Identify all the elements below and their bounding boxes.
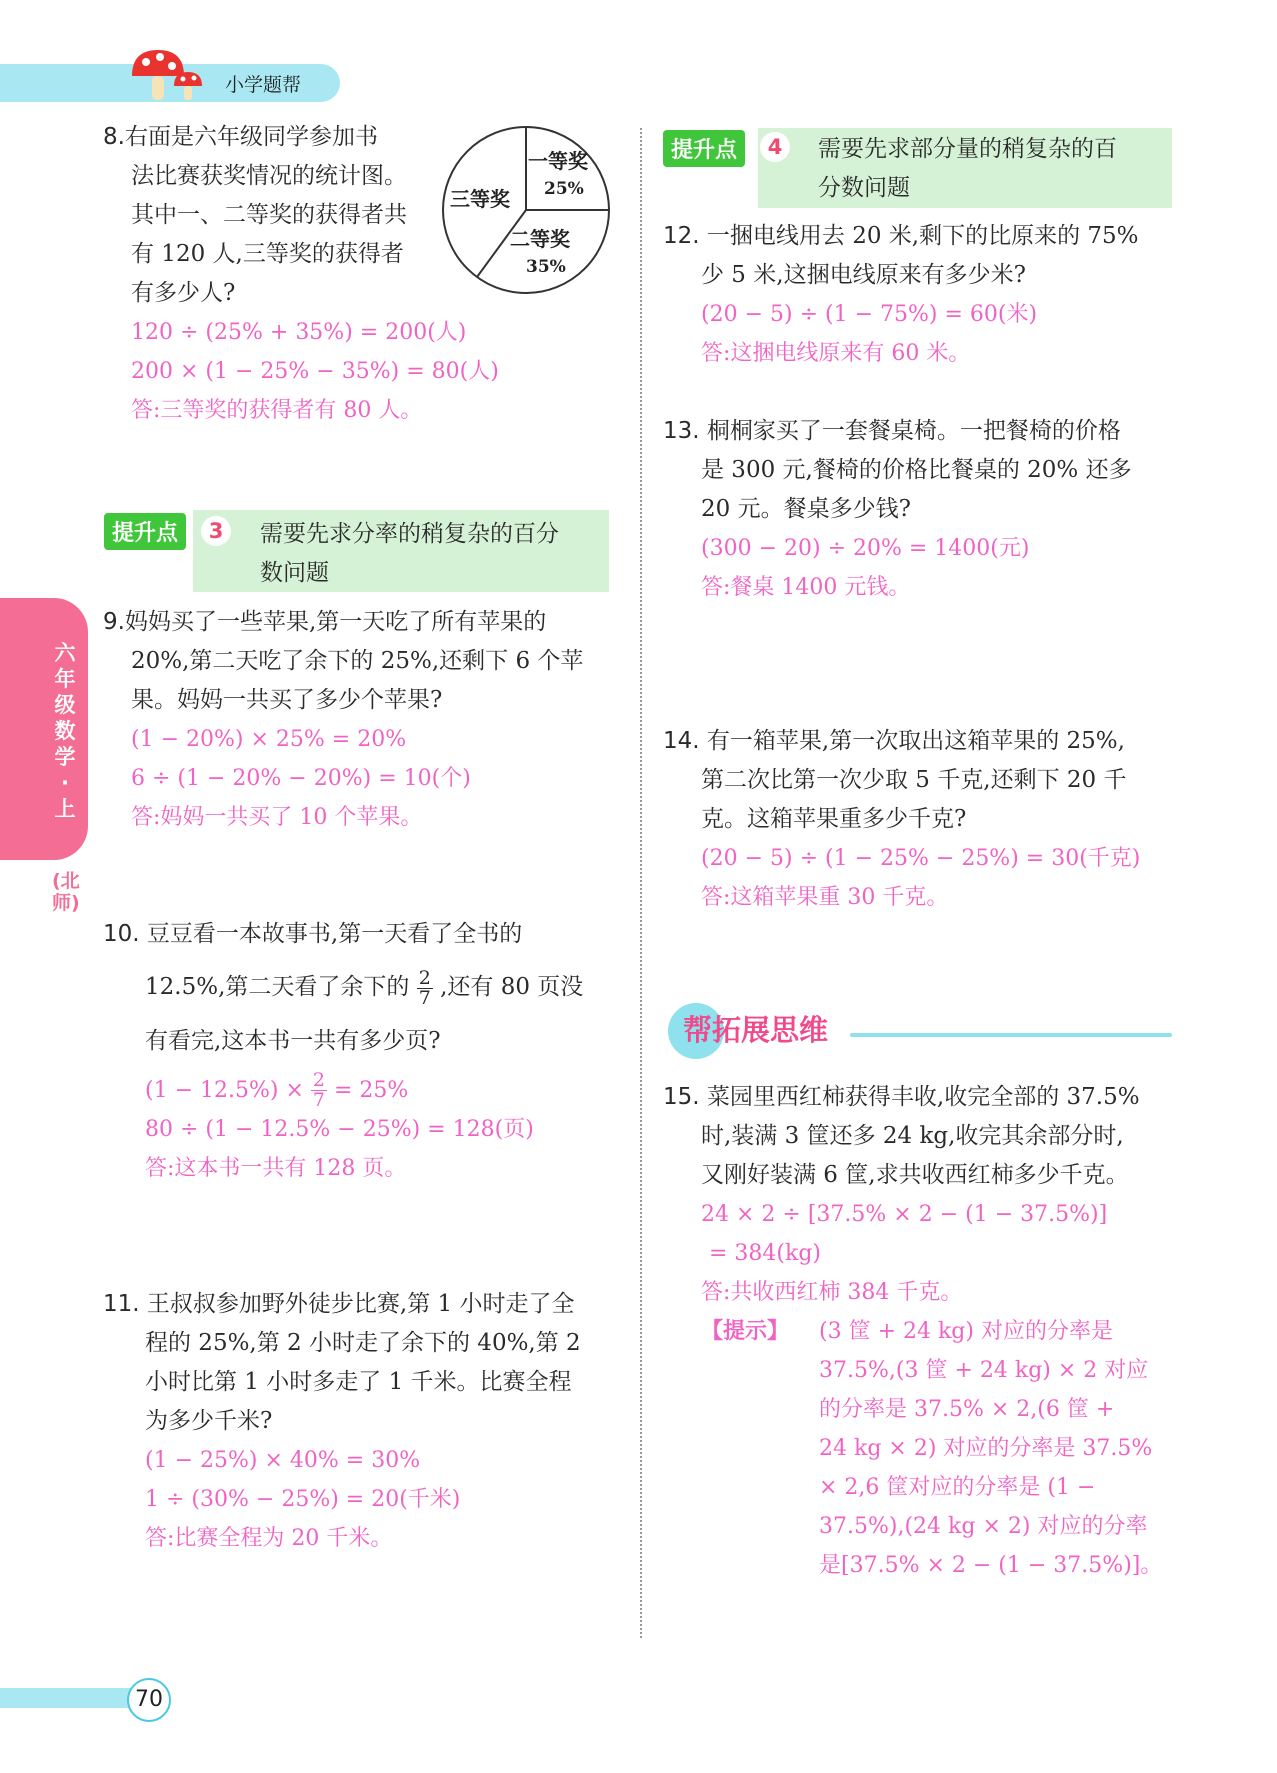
answer-line: 6 ÷ (1 − 20% − 20%) = 10(个) bbox=[131, 766, 471, 791]
section-3-title: 需要先求分率的稍复杂的百分 数问题 bbox=[260, 521, 559, 586]
question-12: 12. 一捆电线用去 20 米,剩下的比原来的 75% 少 5 米,这捆电线原来有多少米? (20 − 5) ÷ (1 − 75%) = 60(米) 答:这捆电线原来有 60 米。 bbox=[663, 217, 1139, 373]
question-number: 9. bbox=[103, 609, 125, 635]
answer-line: 答:共收西红柿 384 千克。 bbox=[701, 1280, 963, 1305]
hint-block: 【提示】 (3 筐 + 24 kg) 对应的分率是 37.5%,(3 筐 + 24 kg) × 2 对应 的分率是 37.5% × 2,(6 筐 + 24 kg × 2) 对应的分率是 37.5% × 2,6 筐对应的分率是 (1 − 37.5%),(24 kg × 2) 对应的分率 是[37.5% × 2 − (1 − 37.5%)]。 bbox=[663, 1312, 1162, 1585]
header-label: 小学题帮 bbox=[225, 74, 302, 96]
mushroom-icon bbox=[128, 46, 218, 106]
answer-line: 答:这箱苹果重 30 千克。 bbox=[701, 885, 949, 910]
fraction: $\frac{2}{7}$ bbox=[312, 1069, 325, 1111]
question-number: 11. bbox=[103, 1291, 140, 1317]
answer-line: (20 − 5) ÷ (1 − 75%) = 60(米) bbox=[701, 302, 1038, 327]
question-number: 15. bbox=[663, 1084, 700, 1110]
pie-label-second: 二等奖 bbox=[510, 227, 570, 251]
answer-line: 答:妈妈一共买了 10 个苹果。 bbox=[131, 805, 423, 830]
answer-line: = 384(kg) bbox=[709, 1241, 821, 1266]
question-13: 13. 桐桐家买了一套餐桌椅。一把餐椅的价格 是 300 元,餐椅的价格比餐桌的 20% 还多 20 元。餐桌多少钱? (300 − 20) ÷ 20% = 1400(元) 答:餐桌 1400 元钱。 bbox=[663, 412, 1132, 607]
answer-line: 答:这捆电线原来有 60 米。 bbox=[701, 341, 971, 366]
answer-line: 80 ÷ (1 − 12.5% − 25%) = 128(页) bbox=[145, 1117, 534, 1142]
answer-line: (1 − 20%) × 25% = 20% bbox=[131, 727, 407, 752]
answer-line: (20 − 5) ÷ (1 − 25% − 25%) = 30(千克) bbox=[701, 846, 1141, 871]
question-15: 15. 菜园里西红柿获得丰收,收完全部的 37.5% 时,装满 3 筐还多 24 kg,收完其余部分时, 又刚好装满 6 筐,求共收西红柿多少千克。 24 × 2 ÷ [37.5% × 2 − (1 − 37.5%)] = 384(kg) 答:共收西红柿 384 千克。 【提示】 (3 筐 + 24 kg) 对应的分率是 37.5%,(3 筐 + 24 kg) × 2 对应 的分率是 37.5% × 2,(6 筐 + 24 kg × 2) 对应的分率是 37.5% × 2,6 筐对应的分率是 (1 − 37.5%),(24 kg × 2) 对应的分率 是[37.5% × 2 − (1 − 37.5%)]。 bbox=[663, 1078, 1162, 1585]
expand-header-line bbox=[850, 1033, 1172, 1037]
pie-pct-second: 35% bbox=[526, 257, 566, 277]
answer-line: 答:餐桌 1400 元钱。 bbox=[701, 575, 911, 600]
question-number: 10. bbox=[103, 921, 140, 947]
column-divider bbox=[640, 128, 642, 1638]
question-number: 14. bbox=[663, 728, 700, 754]
award-pie-chart bbox=[440, 124, 612, 296]
expand-header-title: 帮拓展思维 bbox=[683, 1013, 829, 1047]
side-tab-subject: 六年级数学·上 bbox=[54, 641, 76, 821]
question-9: 9.妈妈买了一些苹果,第一天吃了所有苹果的 20%,第二天吃了余下的 25%,还剩下 6 个苹 果。妈妈一共买了多少个苹果? (1 − 20%) × 25% = 20% 6 ÷ (1 − 20% − 20%) = 10(个) 答:妈妈一共买了 10 个苹果。 bbox=[103, 603, 583, 837]
page-number: 70 bbox=[127, 1678, 171, 1722]
section-4-badge: 提升点 bbox=[663, 130, 745, 167]
answer-line: 24 × 2 ÷ [37.5% × 2 − (1 − 37.5%)] bbox=[701, 1202, 1108, 1227]
question-number: 8. bbox=[103, 124, 125, 150]
pie-label-first: 一等奖 bbox=[528, 149, 588, 173]
answer-line: (300 − 20) ÷ 20% = 1400(元) bbox=[701, 536, 1030, 561]
pie-pct-first: 25% bbox=[544, 179, 584, 199]
answer-line: 120 ÷ (25% + 35%) = 200(人) bbox=[131, 320, 467, 345]
section-4-title: 需要先求部分量的稍复杂的百 分数问题 bbox=[818, 136, 1117, 201]
question-number: 13. bbox=[663, 418, 700, 444]
answer-line: (1 − 25%) × 40% = 30% bbox=[145, 1448, 421, 1473]
answer-line: 1 ÷ (30% − 25%) = 20(千米) bbox=[145, 1487, 461, 1512]
section-3-number: 3 bbox=[201, 516, 231, 546]
hint-label: 【提示】 bbox=[701, 1319, 790, 1344]
answer-line: 200 × (1 − 25% − 35%) = 80(人) bbox=[131, 359, 499, 384]
page-number-band bbox=[0, 1688, 135, 1708]
answer-line: 答:三等奖的获得者有 80 人。 bbox=[131, 398, 423, 423]
question-10: 10. 豆豆看一本故事书,第一天看了全书的 12.5%,第二天看了余下的 $\frac{2}{7}$ ,还有 80 页没 有看完,这本书一共有多少页? (1 − 12.5%) × $\frac{2}{7}$ = 25% 80 ÷ (1 − 12.5% − 25%) = 128(页) 答:这本书一共有 128 页。 bbox=[103, 915, 583, 1188]
question-number: 12. bbox=[663, 223, 700, 249]
section-4-number: 4 bbox=[760, 132, 790, 162]
pie-label-third: 三等奖 bbox=[450, 187, 510, 211]
question-8: 8.右面是六年级同学参加书 法比赛获奖情况的统计图。 其中一、二等奖的获得者共 有 120 人,三等奖的获得者 有多少人? 120 ÷ (25% + 35%) = 200(人) 200 × (1 − 25% − 35%) = 80(人) 答:三等奖的获得者有 80 人。 bbox=[103, 118, 499, 430]
side-tab-edition: (北师) bbox=[52, 870, 80, 914]
question-11: 11. 王叔叔参加野外徒步比赛,第 1 小时走了全 程的 25%,第 2 小时走了余下的 40%,第 2 小时比第 1 小时多走了 1 千米。比赛全程 为多少千米? (1 − 25%) × 40% = 30% 1 ÷ (30% − 25%) = 20(千米) 答:比赛全程为 20 千米。 bbox=[103, 1285, 581, 1558]
answer-line: (1 − 12.5%) × $\frac{2}{7}$ = 25% bbox=[145, 1069, 409, 1111]
section-3-badge: 提升点 bbox=[104, 513, 186, 550]
fraction: $\frac{2}{7}$ bbox=[418, 966, 431, 1009]
answer-line: 答:比赛全程为 20 千米。 bbox=[145, 1526, 393, 1551]
answer-line: 答:这本书一共有 128 页。 bbox=[145, 1156, 407, 1181]
question-14: 14. 有一箱苹果,第一次取出这箱苹果的 25%, 第二次比第一次少取 5 千克,还剩下 20 千 克。这箱苹果重多少千克? (20 − 5) ÷ (1 − 25% − 25%) = 30(千克) 答:这箱苹果重 30 千克。 bbox=[663, 722, 1140, 917]
